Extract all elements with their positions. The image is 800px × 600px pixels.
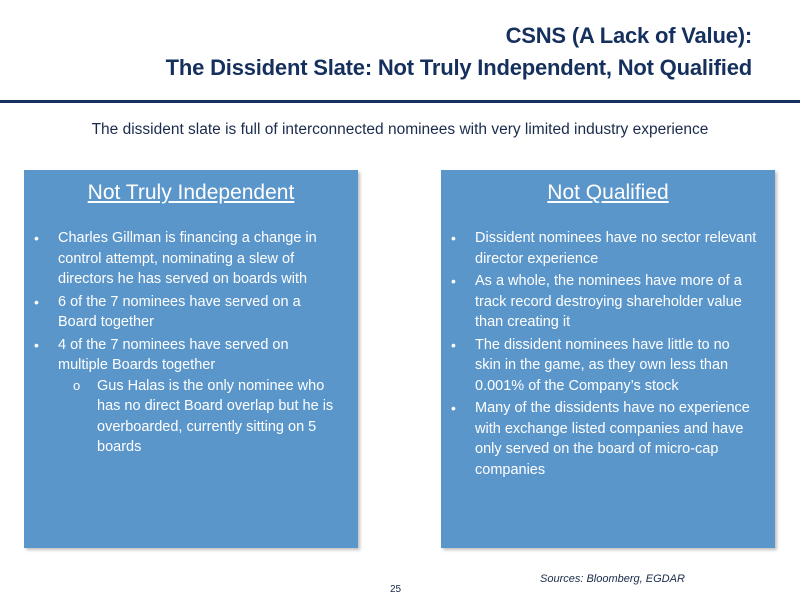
bullet-list bbox=[24, 228, 358, 458]
list-item bbox=[441, 228, 775, 269]
sub-list-item bbox=[24, 376, 358, 458]
bullet-text: Dissident nominees have no sector relevant director experience bbox=[475, 230, 757, 267]
list-item bbox=[441, 271, 775, 333]
bullet-text: 6 of the 7 nominees have served on a Board together bbox=[58, 293, 301, 330]
slide-title bbox=[166, 20, 752, 84]
bullet-list bbox=[441, 228, 775, 480]
sub-bullet-text: Gus Halas is the only nominee who has no direct Board overlap but he is overboarded, currently sitting on 5 boards bbox=[97, 377, 334, 455]
slide-subtitle: The dissident slate is full of interconnected nominees with very limited industry experience bbox=[91, 121, 709, 138]
bullet-icon: • bbox=[451, 273, 456, 289]
list-item bbox=[24, 292, 358, 333]
list-item bbox=[24, 228, 358, 290]
bullet-text: 4 of the 7 nominees have served on multiple Boards together bbox=[58, 336, 289, 373]
sources-note: Sources: Bloomberg, EGDAR bbox=[540, 573, 685, 585]
bullet-text: The dissident nominees have little to no skin in the game, as they own less than 0.001% of the Company’s stock bbox=[475, 336, 730, 394]
bullet-icon: • bbox=[34, 293, 39, 310]
page-number: 25 bbox=[390, 584, 402, 595]
bullet-icon: • bbox=[34, 336, 39, 353]
title-divider bbox=[0, 100, 800, 103]
panel-heading: Not Qualified bbox=[547, 181, 669, 204]
slide-title-line2: The Dissident Slate: Not Truly Independent, Not Qualified bbox=[165, 55, 752, 80]
list-item bbox=[24, 335, 358, 376]
bullet-icon: • bbox=[451, 230, 456, 246]
not-qualified-panel bbox=[441, 170, 775, 548]
sub-bullet-icon: o bbox=[73, 377, 81, 393]
bullet-text: Many of the dissidents have no experience with exchange listed companies and have only served on the board of micro-cap companies bbox=[475, 400, 750, 478]
bullet-icon: • bbox=[34, 230, 39, 246]
bullet-text: Charles Gillman is financing a change in control attempt, nominating a slew of directors he has served on boards with bbox=[58, 230, 317, 287]
panel-heading: Not Truly Independent bbox=[87, 181, 295, 204]
not-independent-panel bbox=[24, 170, 358, 548]
list-item bbox=[441, 335, 775, 397]
bullet-icon: • bbox=[451, 336, 456, 353]
list-item bbox=[441, 398, 775, 480]
slide-title-line1: CSNS (A Lack of Value): bbox=[505, 23, 752, 48]
bullet-text: As a whole, the nominees have more of a track record destroying shareholder value than creating it bbox=[475, 273, 742, 330]
bullet-icon: • bbox=[451, 400, 456, 416]
